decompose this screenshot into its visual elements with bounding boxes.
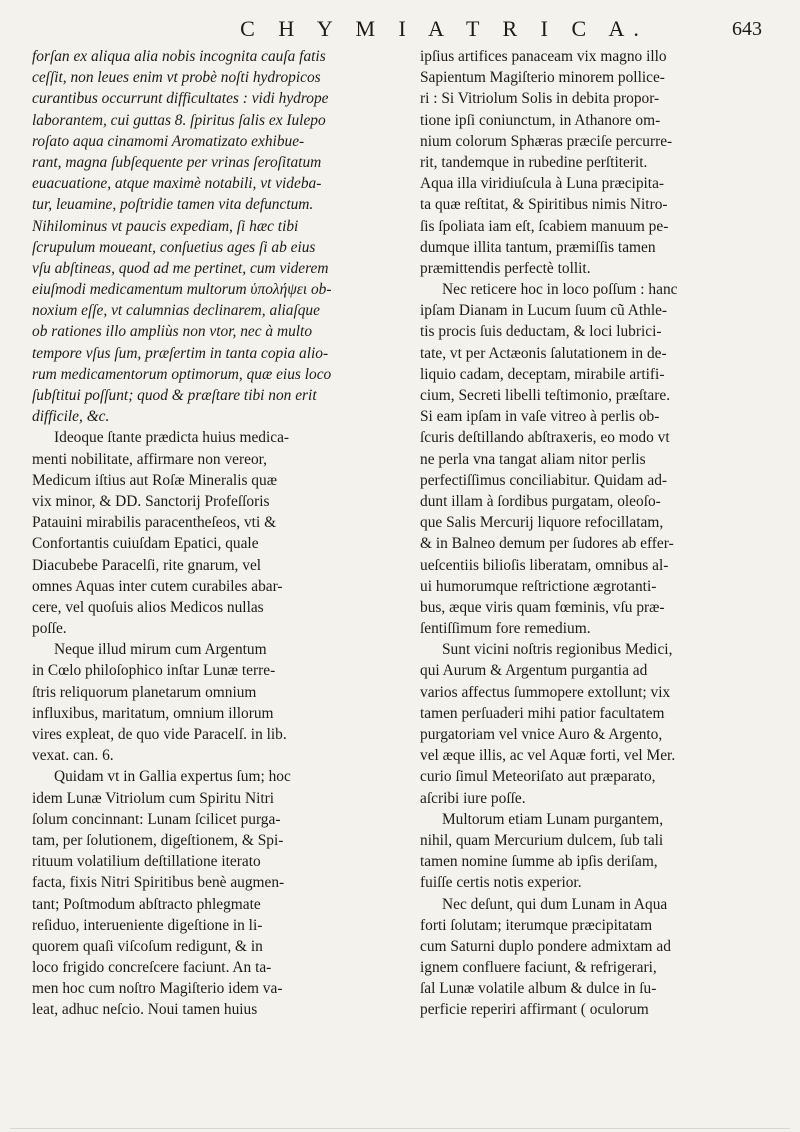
text-line: cum Saturni duplo pondere admixtam ad [420,937,671,955]
text-line: dumque illita tantum, præmiſſis tamen [420,238,656,256]
text-line: Ideoque ſtante prædicta huius medica- [54,429,290,447]
text-line: tam, per ſolutionem, digeſtionem, & Spi- [32,831,284,849]
text-line: ceſſit, non leues enim vt probè noſti hydropicos [32,69,321,87]
text-line: Diacubebe Paracelſi, rite gnarum, vel [32,556,262,574]
text-line: noxium eſſe, vt calumnias declinarem, aliaſque [32,302,320,320]
text-line: ſal Lunæ volatile album & dulce in ſu- [420,980,657,998]
text-line: ri : Si Vitriolum Solis in debita propor- [420,90,660,108]
text-line: Aqua illa viridiuſcula à Luna præcipita- [420,175,665,193]
text-line: nihil, quam Mercurium dulcem, ſub tali [420,831,664,849]
text-line: roſato aqua cinamomi Aromatizato exhibue- [32,132,305,150]
text-line: ſubſtitui poſſunt; quod & præſtare tibi non erit [32,387,317,404]
right-column [420,46,778,1021]
text-line: laborantem, cui guttas 8. ſpiritus ſalis ex Iulepo [32,111,326,129]
text-line: leat, adhuc neſcio. Noui tamen huius [32,1001,258,1019]
text-line: Neque illud mirum cum Argentum [54,641,267,659]
text-line: Quidam vt in Gallia expertus ſum; hoc [54,768,291,786]
text-line: ſentiſſimum fore remedium. [420,620,591,638]
text-line: tate, vt per Actæonis ſalutationem in de- [420,344,667,362]
text-line: ſcrupulum moueant, conſuetius ages ſi ab eius [32,238,316,256]
text-line: vires expleat, de quo vide Paracelſ. in lib. [32,726,287,743]
text-line: tant; Poſtmodum abſtracto phlegmate [32,895,261,913]
running-head-title: C H Y M I A T R I C A. [240,16,648,41]
text-line: bus, æque viris quam fœminis, vſu præ- [420,598,665,616]
text-line: men hoc cum noſtro Magiſterio idem va- [32,980,283,998]
text-line: tamen perſuaderi mihi patior facultatem [420,704,665,722]
text-line: ignem confluere faciunt, & refrigerari, [420,959,657,977]
text-line: eiuſmodi medicamentum multorum ὑπολήψει ob- [32,281,332,299]
text-line: ob rationes illo ampliùs non vtor, nec à multo [32,323,313,341]
text-line: Confortantis cuiuſdam Epatici, quale [32,535,259,553]
text-line: influxibus, maritatum, omnium illorum [32,704,274,722]
text-line: omnes Aquas inter cutem curabiles abar- [32,577,283,595]
text-line: loco frigido concreſcere faciunt. An ta- [32,959,272,977]
text-line: ſolum concinnant: Lunam ſcilicet purga- [32,810,281,828]
text-line: tis procis ſuis deductam, & loci lubrici- [420,323,662,341]
text-line: liquio cadam, deceptam, mirabile artifi- [420,365,665,383]
text-line: varios affectus ſummopere extollunt; vix [420,683,671,701]
text-line: Multorum etiam Lunam purgantem, [442,810,664,828]
text-line: ne perla vna tangat aliam nitor perlis [420,450,646,468]
text-line: ſtris reliquorum planetarum omnium [32,683,257,701]
text-line: ſcuris deſtillando abſtraxeris, eo modo vt [420,429,670,447]
text-line: cium, Secreti libelli teſtimonio, præſtare. [420,387,671,404]
text-line: curantibus occurrunt difficultates : vidi hydrope [32,90,329,108]
text-line: perfectiſſimus conciliabitur. Quidam ad- [420,471,668,489]
text-line: Medicum iſtius aut Roſæ Mineralis quæ [32,471,277,489]
text-line: tamen nomine ſumme ab ipſis deriſam, [420,853,658,871]
text-line: Nec reticere hoc in loco poſſum : hanc [442,281,678,299]
text-line: nium colorum Sphæras præciſe percurre- [420,132,673,150]
text-line: purgatoriam vel vnice Auro & Argento, [420,726,663,743]
text-line: & in Balneo demum per ſudores ab effer- [420,535,674,553]
text-line: cere, vel quoſuis alios Medicos nullas [32,598,264,616]
text-line: rum medicamentorum optimorum, quæ eius loco [32,365,332,383]
text-line: curio ſimul Meteoriſato aut præparato, [420,768,656,786]
text-line: vexat. can. 6. [32,747,114,765]
text-line: difficile, &c. [32,408,110,426]
text-line: aſcribi iure poſſe. [420,789,526,807]
text-line: Si eam ipſam in vaſe vitreo à perlis ob- [420,408,660,426]
text-line: perficie reperiri affirmant ( oculorum [420,1001,649,1019]
text-line: Nihilominus vt paucis expediam, ſi hæc tibi [32,217,299,235]
text-line: Patauini mirabilis paracentheſeos, vti & [32,514,277,532]
text-line: fuiſſe certis notis experior. [420,874,582,892]
text-line: ui humorumque reſtrictione ægrotanti- [420,577,657,595]
text-line: ipſius artifices panaceam vix magno illo [420,48,667,65]
text-line: dunt illam à ſordibus purgatam, oleoſo- [420,492,661,510]
text-line: quorem quaſi viſcoſum redigunt, & in [32,937,263,955]
text-line: tempore vſus ſum, præſertim in tanta copia alio- [32,344,329,362]
text-line: menti nobilitate, affirmare non vereor, [32,450,267,468]
text-line: in Cœlo philoſophico inſtar Lunæ terre- [32,662,276,680]
text-line: idem Lunæ Vitriolum cum Spiritu Nitri [32,789,275,807]
text-line: præmittendis perfectè tollit. [420,259,591,277]
text-line: rant, magna ſubſequente per vrinas ſeroſitatum [32,153,322,171]
text-line: ueſcentiis bilioſis liberatam, omnibus al- [420,556,669,574]
text-line: ta quæ reſtitat, & Spiritibus nimis Nitro- [420,196,668,214]
text-line: tur, leuamine, poſtridie tamen vita defunctum. [32,196,314,214]
text-line: tione ipſi coniunctum, in Athanore om- [420,111,661,129]
page-edge [10,1128,790,1129]
text-line: ſis ſpoliata iam eſt, ſcabiem manuum pe- [420,217,669,235]
text-line: euacuatione, atque maximè notabili, vt videba- [32,175,322,193]
text-line: reſiduo, interueniente digeſtione in li- [32,916,263,934]
page-number: 643 [732,18,762,40]
text-line: rituum volatilium deſtillatione iterato [32,853,261,871]
text-line: vel æque illis, ac vel Aquæ forti, vel Mer. [420,747,676,765]
running-head [0,14,800,48]
text-line: poſſe. [32,620,67,638]
text-line: ipſam Dianam in Lucum ſuum cũ Athle- [420,302,668,320]
text-line: forti ſolutam; iterumque præcipitatam [420,916,653,934]
text-line: Nec deſunt, qui dum Lunam in Aqua [442,895,668,913]
text-line: forſan ex aliqua alia nobis incognita cauſa fatis [32,48,326,65]
text-line: facta, fixis Nitri Spiritibus benè augmen- [32,874,285,892]
text-line: rit, tandemque in rubedine perſtiterit. [420,153,648,171]
text-line: qui Aurum & Argentum purgantia ad [420,662,648,680]
text-line: vix minor, & DD. Sanctorij Profeſſoris [32,492,270,510]
text-line: Sapientum Magiſterio minorem pollice- [420,69,665,87]
text-line: que Salis Mercurij liquore refocillatam, [420,514,664,532]
text-line: vſu abſtineas, quod ad me pertinet, cum viderem [32,259,329,277]
left-column [32,46,396,1021]
text-line: Sunt vicini noſtris regionibus Medici, [442,641,673,659]
